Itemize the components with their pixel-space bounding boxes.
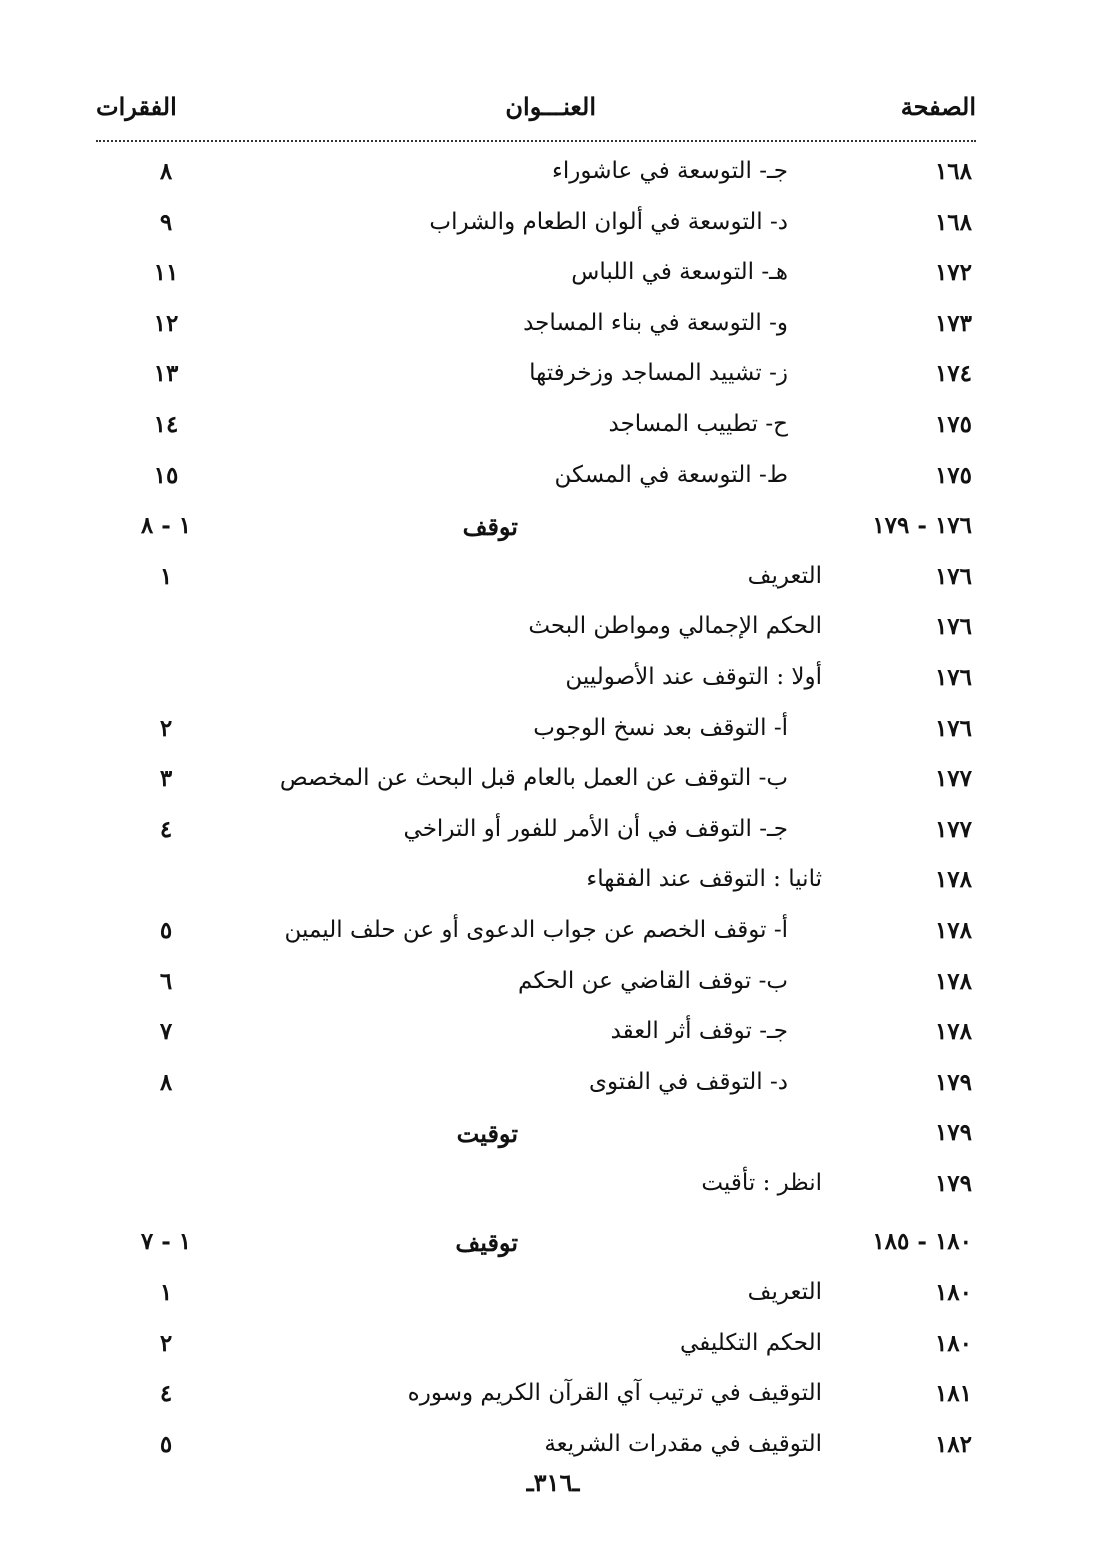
row-title: ثانيا : التوقف عند الفقهاء: [586, 866, 822, 893]
index-row: [96, 1320, 976, 1371]
index-row: [96, 199, 976, 250]
row-page-number: ١٦٨: [934, 158, 972, 185]
row-paragraphs: ٧: [159, 1018, 173, 1046]
row-heading: توقيف: [455, 1228, 518, 1258]
row-page-number: ١٧٨: [934, 967, 972, 995]
row-paragraphs: ٦: [159, 967, 173, 995]
row-paragraphs: ١: [159, 1279, 173, 1307]
row-page-number: ١٨٠: [934, 1279, 972, 1307]
row-heading: توقيت: [456, 1119, 518, 1149]
row-paragraphs: ١: [159, 562, 173, 590]
row-title: ب- توقف القاضي عن الحكم: [518, 967, 788, 994]
index-row: [96, 705, 976, 756]
title-column-header: العنـــوان: [505, 92, 596, 121]
row-paragraphs: ١ - ٨: [140, 512, 192, 540]
index-row: [96, 1218, 976, 1269]
row-page-number: ١٦٨: [934, 208, 972, 236]
row-paragraphs: ١٤: [153, 410, 179, 438]
row-page-number: ١٧٩: [934, 1068, 972, 1096]
row-page-number: ١٧٨: [934, 866, 972, 894]
row-title: و- التوسعة في بناء المساجد: [523, 309, 788, 336]
index-entries: [96, 148, 976, 1471]
index-row: [96, 1160, 976, 1211]
row-title: الحكم التكليفي: [680, 1329, 822, 1356]
header-dotted-divider: [96, 140, 976, 142]
row-title: جـ- التوسعة في عاشوراء: [552, 158, 788, 184]
row-page-number: ١٧٥: [934, 410, 972, 438]
row-paragraphs: ٥: [159, 1430, 173, 1458]
row-page-number: ١٨١: [934, 1380, 972, 1408]
index-row: [96, 907, 976, 958]
row-paragraphs: ٨: [159, 158, 173, 185]
row-paragraphs: ١١: [153, 259, 179, 287]
row-paragraphs: ٤: [159, 815, 173, 843]
row-paragraphs: ٣: [159, 765, 173, 793]
index-row: [96, 502, 976, 553]
row-title: د- التوقف في الفتوى: [589, 1068, 788, 1095]
index-row: [96, 350, 976, 401]
row-title: التوقيف في مقدرات الشريعة: [544, 1430, 822, 1457]
row-paragraphs: ١٣: [153, 360, 179, 388]
row-page-number: ١٧٦: [934, 562, 972, 590]
row-title: د- التوسعة في ألوان الطعام والشراب: [429, 208, 788, 235]
row-page-number: ١٧٧: [934, 765, 972, 793]
row-title: التعريف: [747, 1279, 822, 1306]
row-page-number: ١٨٠ - ١٨٥: [872, 1228, 972, 1256]
index-row: [96, 1421, 976, 1472]
row-title: أ- التوقف بعد نسخ الوجوب: [533, 714, 788, 741]
index-row: [96, 856, 976, 907]
index-row: [96, 1008, 976, 1059]
row-title: ح- تطييب المساجد: [608, 410, 788, 437]
row-page-number: ١٧٦: [934, 714, 972, 742]
row-title: ط- التوسعة في المسكن: [554, 461, 788, 488]
row-page-number: ١٧٦ - ١٧٩: [872, 512, 972, 540]
paragraphs-column-header: الفقرات: [96, 92, 177, 121]
index-row: [96, 553, 976, 604]
table-header: [96, 92, 976, 132]
index-row: [96, 654, 976, 705]
row-heading: توقف: [462, 512, 518, 542]
row-page-number: ١٧٣: [934, 309, 972, 337]
row-page-number: ١٧٢: [934, 259, 972, 287]
index-row: [96, 1059, 976, 1110]
index-row: [96, 452, 976, 503]
row-title: أولا : التوقف عند الأصوليين: [565, 663, 822, 690]
index-row: [96, 300, 976, 351]
row-page-number: ١٧٨: [934, 916, 972, 944]
row-page-number: ١٧٤: [934, 360, 972, 388]
row-title: انظر : تأقيت: [701, 1169, 822, 1196]
index-row: [96, 806, 976, 857]
row-paragraphs: ٩: [159, 208, 173, 236]
row-paragraphs: ٤: [159, 1380, 173, 1408]
row-title: هـ- التوسعة في اللباس: [571, 259, 788, 286]
index-row: [96, 1370, 976, 1421]
row-page-number: ١٧٩: [934, 1169, 972, 1197]
index-row: [96, 603, 976, 654]
row-page-number: ١٧٦: [934, 613, 972, 641]
row-title: ز- تشييد المساجد وزخرفتها: [529, 360, 788, 387]
row-title: جـ- التوقف في أن الأمر للفور أو التراخي: [403, 815, 788, 842]
index-row: [96, 249, 976, 300]
page-column-header: الصفحة: [900, 92, 976, 121]
row-page-number: ١٨٠: [934, 1329, 972, 1357]
row-paragraphs: ٥: [159, 916, 173, 944]
index-row: [96, 401, 976, 452]
row-page-number: ١٧٩: [934, 1119, 972, 1147]
index-row: [96, 148, 976, 199]
row-title: التوقيف في ترتيب آي القرآن الكريم وسوره: [407, 1380, 822, 1407]
index-row: [96, 755, 976, 806]
page-number: ـ٣١٦ـ: [526, 1468, 580, 1497]
index-row: [96, 1109, 976, 1160]
row-page-number: ١٧٨: [934, 1018, 972, 1046]
row-paragraphs: ٢: [159, 1329, 173, 1357]
row-title: ب- التوقف عن العمل بالعام قبل البحث عن المخصص: [279, 765, 788, 792]
index-row: [96, 1269, 976, 1320]
row-title: التعريف: [747, 562, 822, 589]
row-paragraphs: ١٢: [153, 309, 179, 337]
row-title: جـ- توقف أثر العقد: [610, 1018, 788, 1045]
row-title: الحكم الإجمالي ومواطن البحث: [528, 613, 822, 640]
row-title: أ- توقف الخصم عن جواب الدعوى أو عن حلف اليمين: [284, 916, 788, 943]
row-paragraphs: ١ - ٧: [140, 1228, 192, 1256]
index-row: [96, 958, 976, 1009]
row-page-number: ١٨٢: [934, 1430, 972, 1458]
row-paragraphs: ٨: [159, 1068, 173, 1096]
row-paragraphs: ٢: [159, 714, 173, 742]
row-page-number: ١٧٥: [934, 461, 972, 489]
row-page-number: ١٧٧: [934, 815, 972, 843]
row-page-number: ١٧٦: [934, 663, 972, 691]
row-paragraphs: ١٥: [153, 461, 179, 489]
